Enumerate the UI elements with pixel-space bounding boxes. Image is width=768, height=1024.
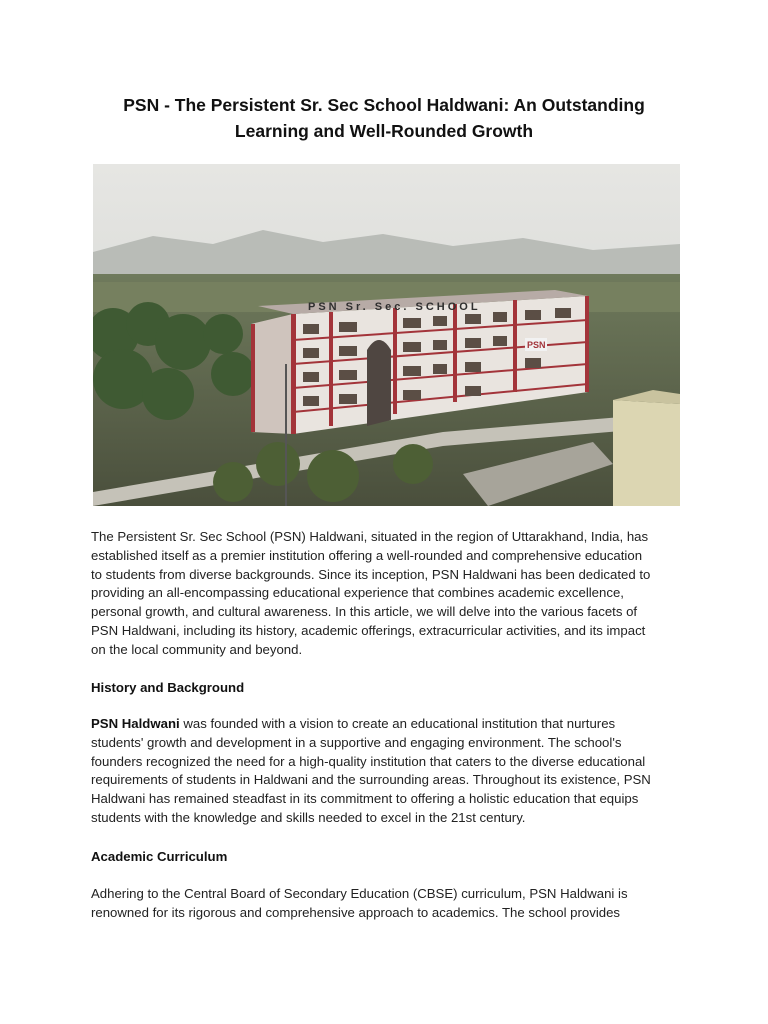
academic-heading: Academic Curriculum (91, 849, 228, 864)
facade-badge: PSN (527, 340, 546, 350)
school-building-photo (93, 164, 680, 506)
history-bold-name: PSN Haldwani (91, 716, 180, 731)
intro-paragraph: The Persistent Sr. Sec School (PSN) Haldwani, situated in the region of Uttarakhand, India, has established itself as a premier institution offering a well-rounded and comprehensive education to students from diverse backgrounds. Since its inception, PSN Haldwani has been dedicated to providing an all-encompassing educational experience that combines academic excellence, personal growth, and cultural awareness. In this article, we will delve into the various facets of PSN Haldwani, including its history, academic offerings, extracurricular activities, and its impact on the local community and beyond. (91, 529, 651, 657)
history-paragraph: PSN Haldwani was founded with a vision to create an educational institution that nurtures students' growth and development in a supportive and engaging environment. The school's founders recognized the need for a high-quality institution that caters to the diverse educational requirements of students in Haldwani and the surrounding areas. Throughout its existence, PSN Haldwani has remained steadfast in its commitment to offering a holistic education that equips students with the knowledge and skills needed to excel in the 21st century. (91, 716, 651, 825)
page-title (60, 92, 708, 144)
rooftop-sign: PSN Sr. Sec. SCHOOL (308, 301, 481, 313)
history-heading: History and Background (91, 680, 245, 695)
academic-paragraph: Adhering to the Central Board of Secondary Education (CBSE) curriculum, PSN Haldwani is renowned for its rigorous and comprehensive approach to academics. The school provides (91, 886, 628, 920)
title-line-1: PSN - The Persistent Sr. Sec School Haldwani: An Outstanding (123, 95, 645, 115)
title-line-2: Learning and Well-Rounded Growth (234, 121, 534, 141)
